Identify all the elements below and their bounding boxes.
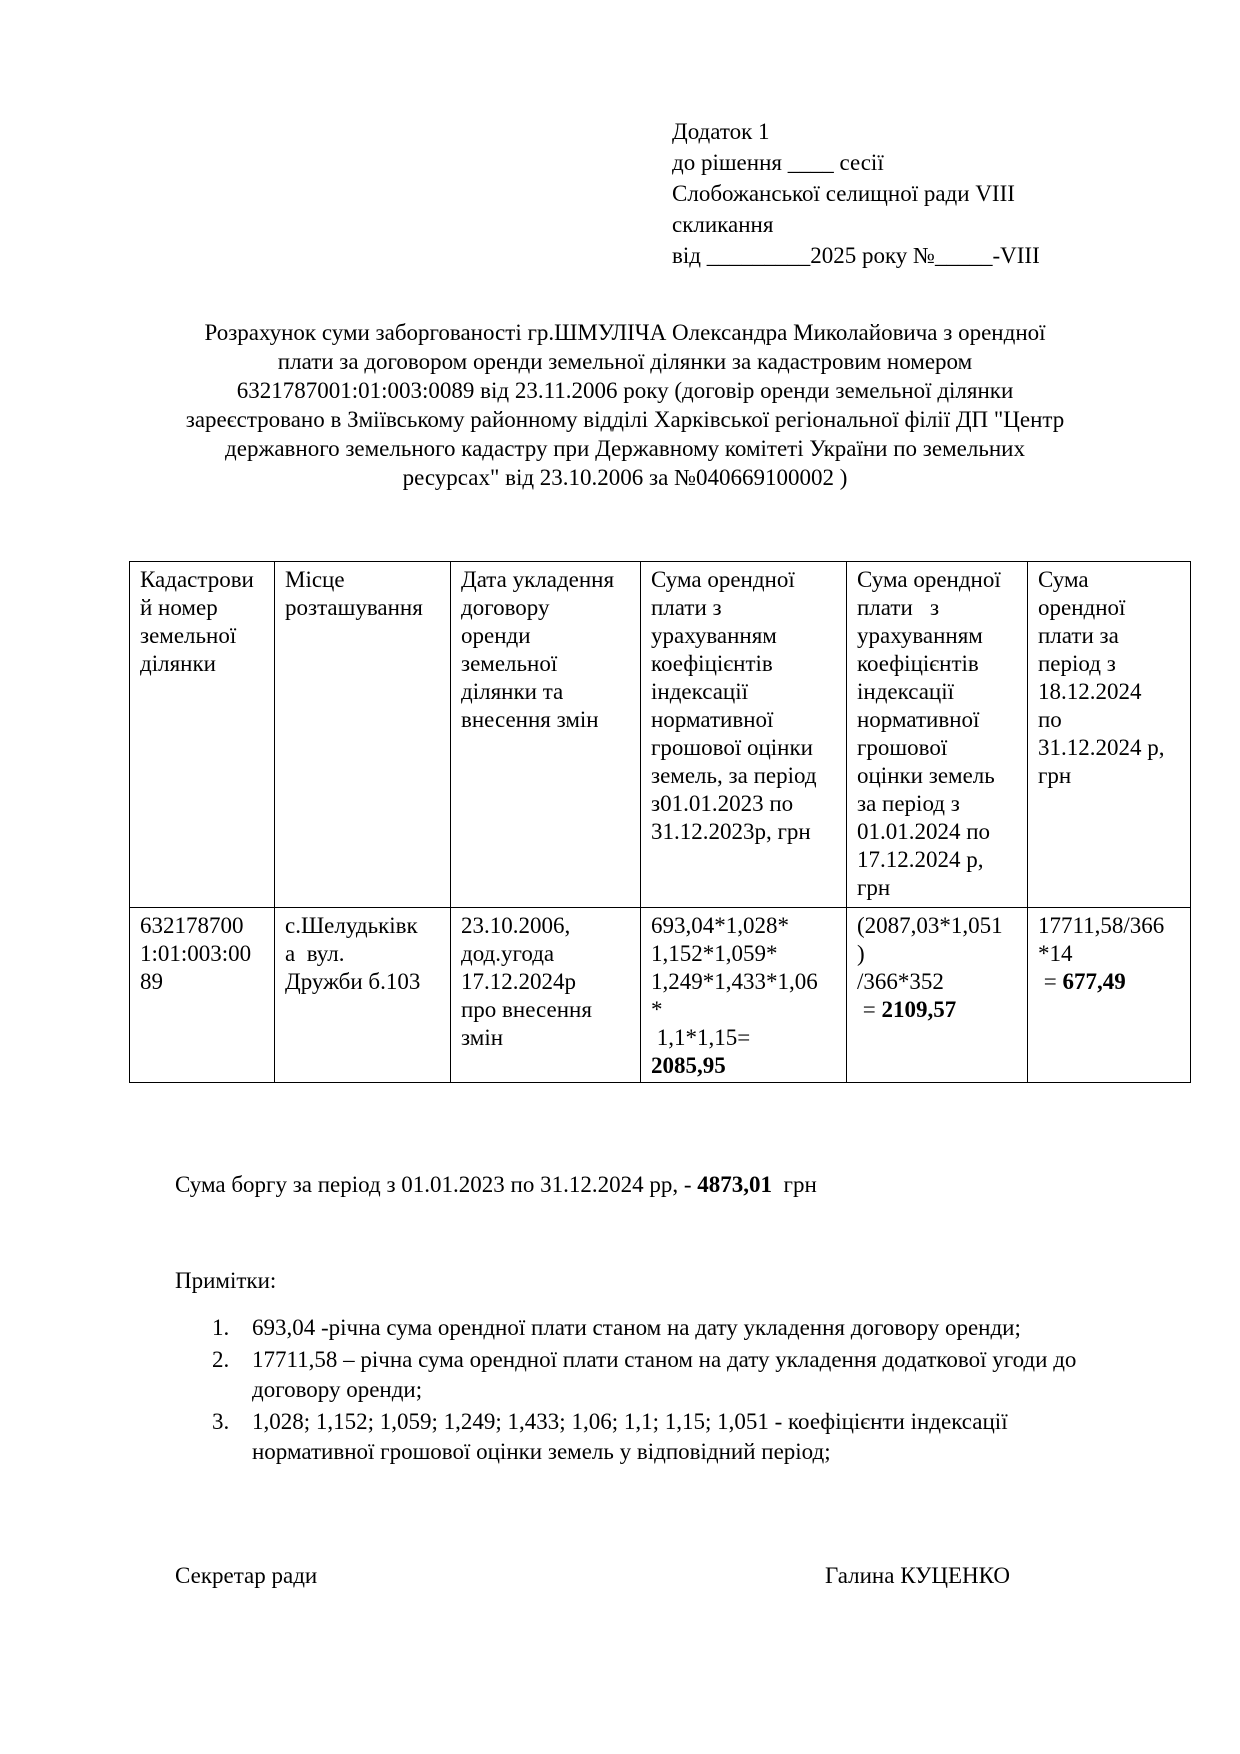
cell-sum-december xyxy=(1028,908,1191,1083)
table-row xyxy=(130,908,1191,1083)
document-title xyxy=(150,318,1100,492)
note-text xyxy=(252,1345,1212,1405)
cell-sum-2023 xyxy=(641,908,847,1083)
annex-line: Додаток 1 xyxy=(672,119,770,144)
list-item xyxy=(212,1313,1212,1343)
title-line: 6321787001:01:003:0089 від 23.11.2006 року (договір оренди земельної ділянки xyxy=(236,378,1014,403)
text-line: договору оренди; xyxy=(252,1377,423,1402)
text-line: земельної xyxy=(140,623,237,648)
note-number: 1. xyxy=(212,1315,230,1340)
header-cell-cadastral xyxy=(130,562,275,908)
text-line: грошової xyxy=(857,735,948,760)
note-number: 3. xyxy=(212,1409,230,1434)
notes-title: Примітки: xyxy=(175,1268,277,1293)
text-line: Місце xyxy=(285,567,345,592)
sum-december-total: 677,49 xyxy=(1062,969,1126,994)
text-line: 1,1*1,15= xyxy=(651,1025,751,1050)
text-line: 1,152*1,059* xyxy=(651,941,778,966)
debt-unit: грн xyxy=(772,1172,817,1197)
text-line: /366*352 xyxy=(857,969,944,994)
text-line: Дружби б.103 xyxy=(285,969,421,994)
text-line: розташування xyxy=(285,595,423,620)
text-line: Кадастрови xyxy=(140,567,254,592)
text-line: грошової оцінки xyxy=(651,735,813,760)
note-text xyxy=(252,1407,1212,1467)
annex-line: від _________2025 року №_____-VIII xyxy=(672,243,1040,268)
text-line: грн xyxy=(1038,763,1072,788)
text-line: оцінки земель xyxy=(857,763,995,788)
text-line: коефіцієнтів xyxy=(651,651,773,676)
text-line: Дата укладення xyxy=(461,567,615,592)
cell-sum-2024 xyxy=(847,908,1028,1083)
header-cell-sum-december xyxy=(1028,562,1191,908)
text-line: плати з xyxy=(857,595,940,620)
title-line: плати за договором оренди земельної ділянки за кадастровим номером xyxy=(277,349,973,374)
text-line: земель, за період xyxy=(651,763,817,788)
list-item xyxy=(212,1407,1212,1467)
text-line: а вул. xyxy=(285,941,345,966)
equals-sign: = xyxy=(1038,969,1063,994)
text-line: 1:01:003:00 xyxy=(140,941,252,966)
sum-2023-total: 2085,95 xyxy=(651,1053,726,1078)
signature-name: Галина КУЦЕНКО xyxy=(825,1563,1010,1588)
text-line: 23.10.2006, xyxy=(461,913,571,938)
text-line: 17711,58 – річна сума орендної плати станом на дату укладення додаткової угоди до xyxy=(252,1347,1077,1372)
text-line: за період з xyxy=(857,791,960,816)
notes-list xyxy=(212,1313,1212,1469)
text-line: 17.12.2024 р, xyxy=(857,847,984,872)
text-line: 01.01.2024 по xyxy=(857,819,991,844)
header-cell-sum-2023 xyxy=(641,562,847,908)
header-cell-location xyxy=(275,562,451,908)
text-line: 1,249*1,433*1,06 xyxy=(651,969,818,994)
text-line: індексації xyxy=(857,679,954,704)
list-item xyxy=(212,1345,1212,1405)
calc-lines xyxy=(651,912,838,1052)
text-line: по xyxy=(1038,707,1062,732)
text-line: плати за xyxy=(1038,623,1119,648)
text-line: 31.12.2023р, грн xyxy=(651,819,811,844)
annex-line: Слобожанської селищної ради VIII xyxy=(672,181,1015,206)
title-line: Розрахунок суми заборгованості гр.ШМУЛІЧА Олександра Миколайовича з орендної xyxy=(204,320,1046,345)
text-line: (2087,03*1,051 xyxy=(857,913,1003,938)
text-line: оренди xyxy=(461,623,531,648)
text-line: дод.угода xyxy=(461,941,555,966)
text-line: * xyxy=(651,997,663,1022)
note-number: 2. xyxy=(212,1347,230,1372)
text-line: й номер xyxy=(140,595,218,620)
title-line: державного земельного кадастру при Державному комітеті України по земельних xyxy=(225,436,1025,461)
text-line: земельної xyxy=(461,651,558,676)
table-header-row xyxy=(130,562,1191,908)
calculation-table xyxy=(129,561,1191,1083)
calc-lines xyxy=(857,912,1019,996)
header-cell-sum-2024 xyxy=(847,562,1028,908)
text-line: урахуванням xyxy=(651,623,777,648)
text-line: нормативної xyxy=(857,707,980,732)
text-line: період з xyxy=(1038,651,1116,676)
sum-2024-total: 2109,57 xyxy=(881,997,957,1022)
text-line: внесення змін xyxy=(461,707,599,732)
text-line: нормативної грошової оцінки земель у відповідний період; xyxy=(252,1439,831,1464)
header-cell-date xyxy=(451,562,641,908)
text-line: Сума орендної xyxy=(857,567,1001,592)
calc-lines xyxy=(1038,912,1182,968)
title-line: ресурсах" від 23.10.2006 за №040669100002 ) xyxy=(402,465,848,490)
cell-cadastral-number xyxy=(130,908,275,1083)
text-line: договору xyxy=(461,595,550,620)
text-line: 17711,58/366 xyxy=(1038,913,1165,938)
debt-summary xyxy=(175,1172,817,1198)
text-line: плати з xyxy=(651,595,722,620)
text-line: змін xyxy=(461,1025,504,1050)
title-line: зареєстровано в Зміївському районному відділі Харківської регіональної філії ДП "Центр xyxy=(185,407,1065,432)
equals-sign: = xyxy=(857,997,882,1022)
text-line: 17.12.2024р xyxy=(461,969,576,994)
text-line: урахуванням xyxy=(857,623,983,648)
cell-location xyxy=(275,908,451,1083)
text-line: 693,04*1,028* xyxy=(651,913,789,938)
text-line: коефіцієнтів xyxy=(857,651,979,676)
text-line: ділянки xyxy=(140,651,216,676)
text-line: індексації xyxy=(651,679,748,704)
text-line: з01.01.2023 по xyxy=(651,791,794,816)
text-line: Сума xyxy=(1038,567,1089,592)
annex-line: скликання xyxy=(672,212,774,237)
text-line: грн xyxy=(857,875,891,900)
text-line: про внесення xyxy=(461,997,592,1022)
text-line: нормативної xyxy=(651,707,774,732)
text-line: ділянки та xyxy=(461,679,564,704)
signature-role: Секретар ради xyxy=(175,1563,318,1588)
text-line: Сума орендної xyxy=(651,567,795,592)
text-line: *14 xyxy=(1038,941,1073,966)
text-line: 1,028; 1,152; 1,059; 1,249; 1,433; 1,06; 1,1; 1,15; 1,051 - коефіцієнти індексації xyxy=(252,1409,1008,1434)
text-line: ) xyxy=(857,941,865,966)
text-line: 31.12.2024 р, xyxy=(1038,735,1165,760)
annex-line: до рішення ____ сесії xyxy=(672,150,884,175)
debt-amount: 4873,01 xyxy=(697,1172,773,1197)
text-line: с.Шелудьківк xyxy=(285,913,418,938)
text-line: 632178700 xyxy=(140,913,244,938)
text-line: орендної xyxy=(1038,595,1126,620)
debt-text: Сума боргу за період з 01.01.2023 по 31.12.2024 рр, - xyxy=(175,1172,698,1197)
text-line: 18.12.2024 xyxy=(1038,679,1142,704)
cell-dates xyxy=(451,908,641,1083)
text-line: 693,04 -річна сума орендної плати станом на дату укладення договору оренди; xyxy=(252,1315,1021,1340)
text-line: 89 xyxy=(140,969,163,994)
note-text xyxy=(252,1313,1212,1343)
annex-block xyxy=(672,116,1040,271)
